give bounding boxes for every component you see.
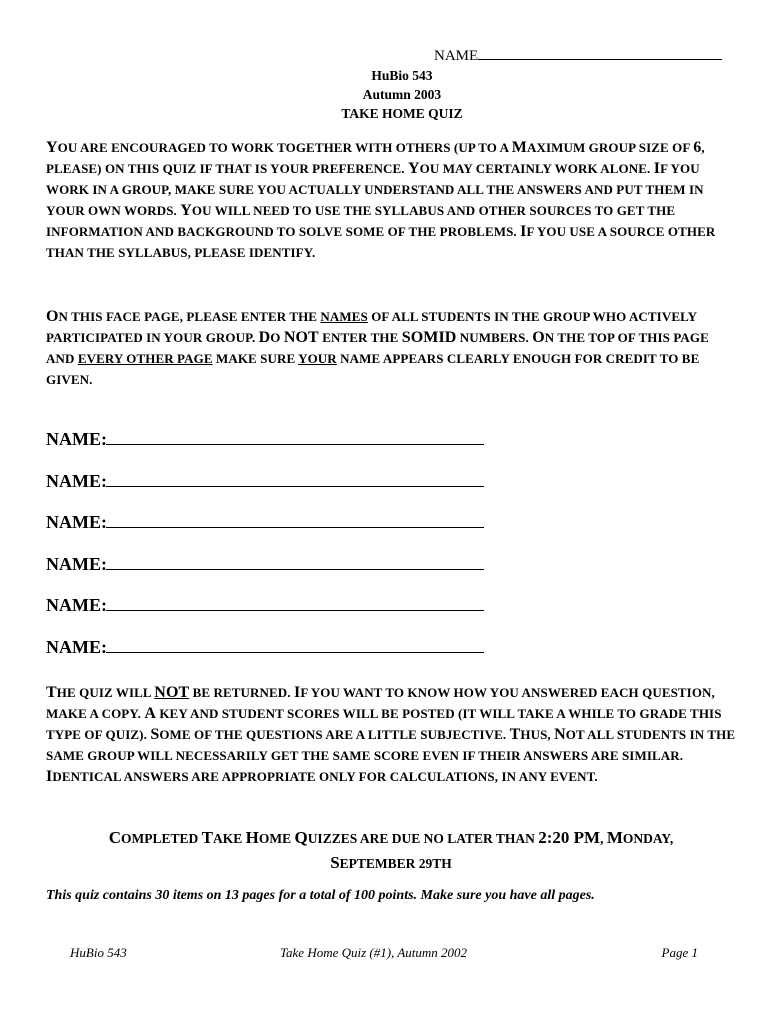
group-name-line[interactable]: [106, 428, 484, 445]
footer-course: HuBio 543: [70, 945, 127, 960]
group-name-label: NAME:: [46, 512, 107, 533]
group-name-row: [46, 470, 484, 512]
student-name-line[interactable]: [478, 46, 722, 60]
group-name-label: NAME:: [46, 429, 107, 449]
page-count-note: This quiz contains 30 items on 13 pages for a total of 100 points. Make sure you have all pages.: [46, 888, 595, 903]
group-name-row: [46, 511, 484, 553]
group-name-label: NAME:: [46, 470, 107, 491]
group-name-line[interactable]: [106, 594, 484, 611]
group-name-label: NAME:: [46, 553, 107, 574]
student-name-field: [434, 46, 722, 65]
group-name-fields: [46, 428, 484, 678]
group-name-line[interactable]: [106, 636, 484, 653]
group-name-row: [46, 428, 484, 470]
course-code: HuBio 543: [371, 68, 433, 83]
return-policy-paragraph: THE QUIZ WILL NOT BE RETURNED. IF YOU WANT TO KNOW HOW YOU ANSWERED EACH QUESTION, MAKE A COPY. A KEY AND STUDENT SCORES WILL BE POSTED (IT WILL TAKE A WHILE TO GRADE THIS TYPE OF QUIZ). SOME OF THE QUESTIONS ARE A LITTLE SUBJECTIVE. THUS, NOT ALL STUDENTS IN THE SAME GROUP WILL NECESSARILY GET THE SAME SCORE EVEN IF THEIR ANSWERS ARE SIMILAR. IDENTICAL ANSWERS ARE APPROPRIATE ONLY FOR CALCULATIONS, IN ANY EVENT.: [46, 684, 736, 785]
group-name-line[interactable]: [106, 511, 484, 528]
group-name-row: [46, 553, 484, 595]
instructions-paragraph: ON THIS FACE PAGE, PLEASE ENTER THE NAMES OF ALL STUDENTS IN THE GROUP WHO ACTIVELY PARTICIPATED IN YOUR GROUP. DO NOT ENTER THE SOMID NUMBERS. ON THE TOP OF THIS PAGE AND EVERY OTHER PAGE MAKE SURE YOUR NAME APPEARS CLEARLY ENOUGH FOR CREDIT TO BE GIVEN.: [46, 308, 709, 387]
course-header: [0, 66, 770, 123]
group-name-row: [46, 636, 484, 678]
group-name-row: [46, 594, 484, 636]
group-name-label: NAME:: [46, 636, 107, 657]
course-term: Autumn 2003: [362, 87, 442, 102]
footer-title: Take Home Quiz (#1), Autumn 2002: [280, 945, 468, 960]
intro-paragraph: YOU ARE ENCOURAGED TO WORK TOGETHER WITH OTHERS (UP TO A MAXIMUM GROUP SIZE OF 6, PLEASE) ON THIS QUIZ IF THAT IS YOUR PREFERENCE. YOU MAY CERTAINLY WORK ALONE. IF YOU WORK IN A GROUP, MAKE SURE YOU ACTUALLY UNDERSTAND ALL THE ANSWERS AND PUT THEM IN YOUR OWN WORDS. YOU WILL NEED TO USE THE SYLLABUS AND OTHER SOURCES TO GET THE INFORMATION AND BACKGROUND TO SOLVE SOME OF THE PROBLEMS. IF YOU USE A SOURCE OTHER THAN THE SYLLABUS, PLEASE IDENTIFY.: [46, 139, 716, 260]
group-name-label: NAME:: [46, 595, 107, 616]
footer-page-number: Page 1: [661, 945, 698, 960]
group-name-line[interactable]: [106, 470, 484, 487]
student-name-label: NAME: [434, 48, 479, 64]
due-date-notice: COMPLETED TAKE HOME QUIZZES ARE DUE NO LATER THAN 2:20 PM, MONDAY, SEPTEMBER 29TH: [108, 828, 674, 872]
quiz-title: TAKE HOME QUIZ: [341, 106, 463, 121]
group-name-line[interactable]: [106, 553, 484, 570]
